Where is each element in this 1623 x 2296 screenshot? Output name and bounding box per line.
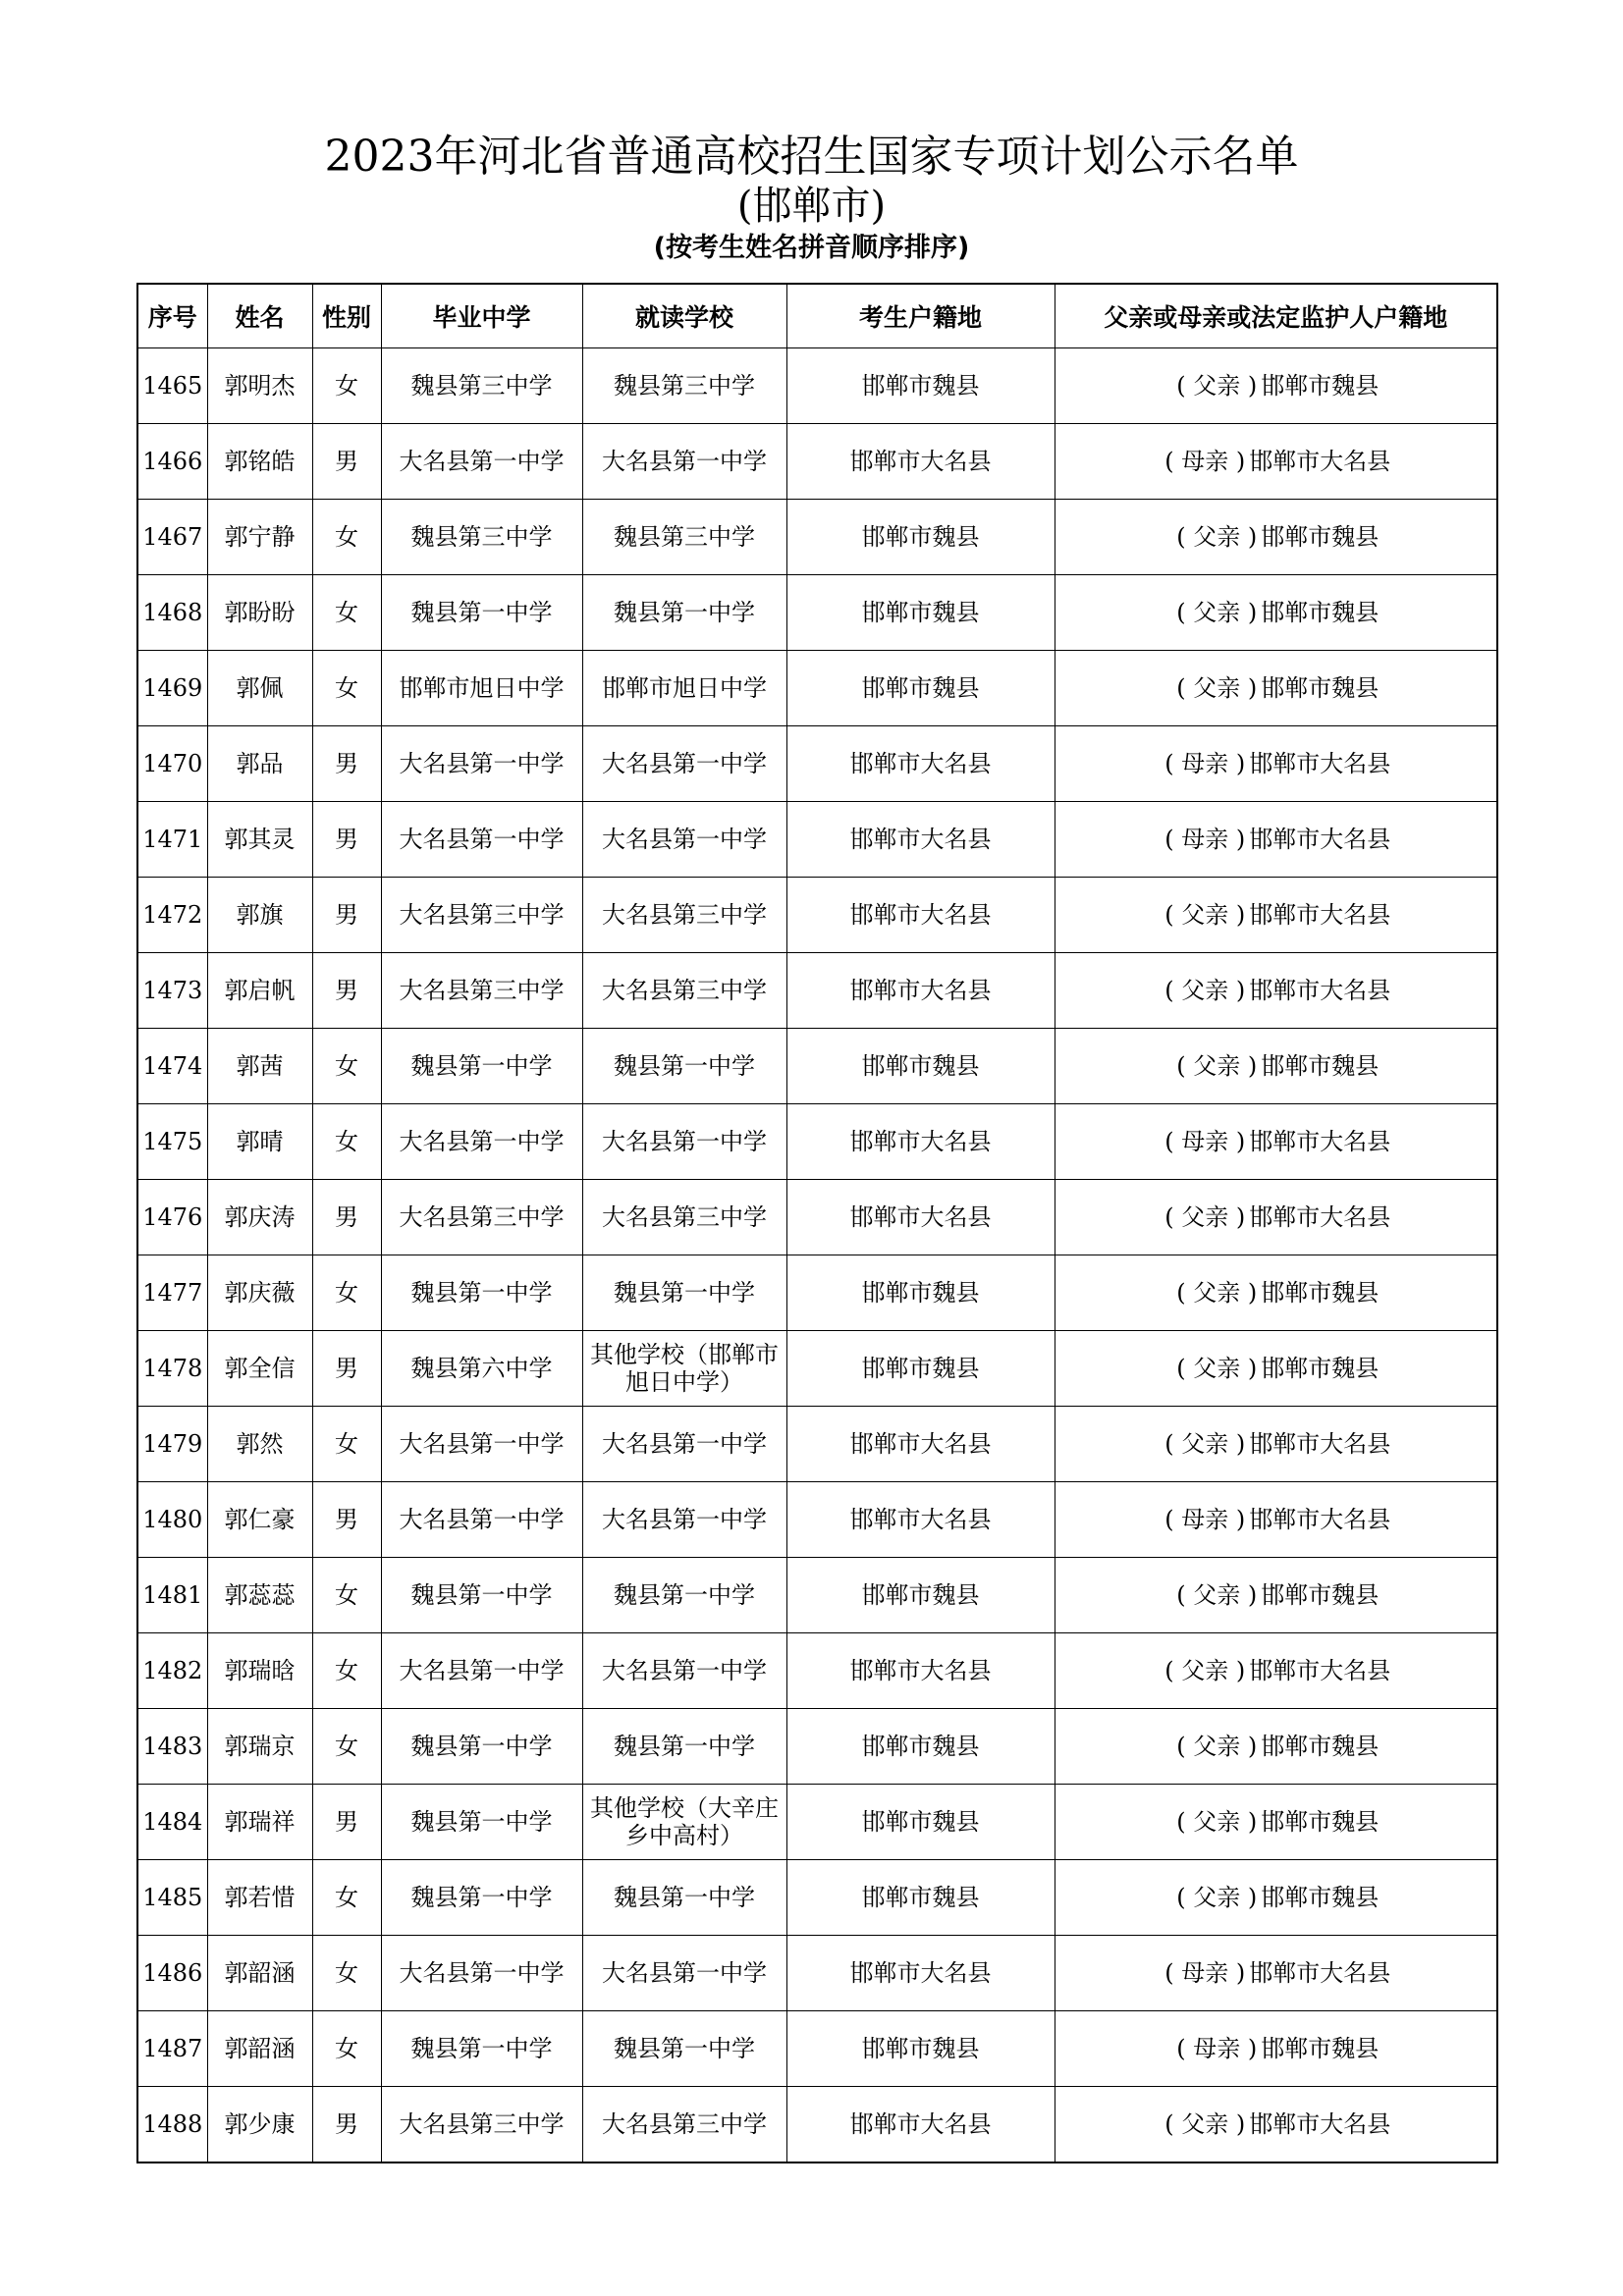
cell-grad-school: 魏县第一中学 xyxy=(381,1029,582,1104)
cell-current-school: 大名县第三中学 xyxy=(582,953,786,1029)
table-row xyxy=(137,651,1497,726)
cell-gender: 男 xyxy=(312,424,381,500)
cell-name: 郭全信 xyxy=(207,1331,312,1407)
cell-no: 1487 xyxy=(137,2011,207,2087)
cell-name: 郭韶涵 xyxy=(207,1936,312,2011)
cell-parent-hukou xyxy=(1055,651,1497,726)
cell-gender: 男 xyxy=(312,953,381,1029)
cell-grad-school: 大名县第一中学 xyxy=(381,802,582,878)
cell-grad-school: 大名县第一中学 xyxy=(381,424,582,500)
table-row xyxy=(137,424,1497,500)
parent-hukou-location: 邯郸市大名县 xyxy=(1249,750,1391,777)
cell-hukou: 邯郸市大名县 xyxy=(786,953,1055,1029)
parent-relation: ( 母亲 ) xyxy=(1164,750,1246,777)
cell-no: 1479 xyxy=(137,1407,207,1482)
cell-parent-hukou xyxy=(1055,953,1497,1029)
parent-relation: ( 父亲 ) xyxy=(1164,2110,1246,2138)
cell-current-school: 大名县第一中学 xyxy=(582,1936,786,2011)
cell-no: 1465 xyxy=(137,348,207,424)
parent-hukou-location: 邯郸市大名县 xyxy=(1249,448,1391,475)
cell-no: 1468 xyxy=(137,575,207,651)
cell-name: 郭瑞祥 xyxy=(207,1785,312,1860)
header-parent-hukou: 父亲或母亲或法定监护人户籍地 xyxy=(1055,284,1497,348)
cell-current-school: 魏县第一中学 xyxy=(582,1558,786,1633)
cell-parent-hukou xyxy=(1055,1709,1497,1785)
cell-parent-hukou xyxy=(1055,1558,1497,1633)
cell-gender: 女 xyxy=(312,348,381,424)
cell-name: 郭其灵 xyxy=(207,802,312,878)
table-row xyxy=(137,1936,1497,2011)
sort-note: (按考生姓名拼音顺序排序) xyxy=(653,233,970,263)
cell-gender: 女 xyxy=(312,1558,381,1633)
cell-gender: 女 xyxy=(312,1104,381,1180)
table-row xyxy=(137,2087,1497,2163)
cell-current-school: 魏县第一中学 xyxy=(582,1860,786,1936)
cell-hukou: 邯郸市魏县 xyxy=(786,1255,1055,1331)
cell-grad-school: 魏县第一中学 xyxy=(381,1785,582,1860)
cell-hukou: 邯郸市魏县 xyxy=(786,651,1055,726)
cell-name: 郭铭皓 xyxy=(207,424,312,500)
cell-current-school: 大名县第三中学 xyxy=(582,2087,786,2163)
cell-gender: 女 xyxy=(312,1407,381,1482)
cell-parent-hukou xyxy=(1055,424,1497,500)
parent-relation: ( 父亲 ) xyxy=(1176,674,1258,702)
cell-name: 郭仁豪 xyxy=(207,1482,312,1558)
cell-gender: 女 xyxy=(312,2011,381,2087)
cell-no: 1488 xyxy=(137,2087,207,2163)
table-row xyxy=(137,1633,1497,1709)
cell-name: 郭瑞晗 xyxy=(207,1633,312,1709)
parent-hukou-location: 邯郸市大名县 xyxy=(1249,901,1391,929)
parent-hukou-location: 邯郸市大名县 xyxy=(1249,1959,1391,1987)
parent-hukou-location: 邯郸市魏县 xyxy=(1261,1581,1380,1609)
cell-grad-school: 大名县第三中学 xyxy=(381,2087,582,2163)
parent-relation: ( 父亲 ) xyxy=(1176,1884,1258,1911)
table-row xyxy=(137,500,1497,575)
cell-no: 1469 xyxy=(137,651,207,726)
cell-name: 郭明杰 xyxy=(207,348,312,424)
cell-name: 郭若惜 xyxy=(207,1860,312,1936)
table-body xyxy=(137,348,1497,2163)
cell-no: 1475 xyxy=(137,1104,207,1180)
cell-hukou: 邯郸市魏县 xyxy=(786,1785,1055,1860)
cell-gender: 女 xyxy=(312,500,381,575)
header-current-school: 就读学校 xyxy=(582,284,786,348)
cell-parent-hukou xyxy=(1055,878,1497,953)
cell-hukou: 邯郸市大名县 xyxy=(786,1180,1055,1255)
cell-no: 1472 xyxy=(137,878,207,953)
parent-hukou-location: 邯郸市大名县 xyxy=(1249,1657,1391,1684)
parent-hukou-location: 邯郸市魏县 xyxy=(1261,674,1380,702)
parent-relation: ( 父亲 ) xyxy=(1164,901,1246,929)
cell-hukou: 邯郸市大名县 xyxy=(786,1482,1055,1558)
parent-hukou-location: 邯郸市大名县 xyxy=(1249,2110,1391,2138)
cell-grad-school: 大名县第三中学 xyxy=(381,953,582,1029)
cell-hukou: 邯郸市大名县 xyxy=(786,1407,1055,1482)
parent-relation: ( 父亲 ) xyxy=(1164,977,1246,1004)
parent-hukou-location: 邯郸市大名县 xyxy=(1249,1203,1391,1231)
cell-name: 郭少康 xyxy=(207,2087,312,2163)
header-name: 姓名 xyxy=(207,284,312,348)
parent-hukou-location: 邯郸市大名县 xyxy=(1249,1128,1391,1155)
document-city: (邯郸市) xyxy=(736,184,887,229)
cell-gender: 女 xyxy=(312,1029,381,1104)
cell-grad-school: 大名县第一中学 xyxy=(381,1936,582,2011)
cell-gender: 男 xyxy=(312,726,381,802)
cell-hukou: 邯郸市魏县 xyxy=(786,348,1055,424)
cell-current-school: 魏县第一中学 xyxy=(582,1709,786,1785)
table-row xyxy=(137,726,1497,802)
cell-hukou: 邯郸市大名县 xyxy=(786,424,1055,500)
parent-relation: ( 父亲 ) xyxy=(1176,523,1258,551)
parent-relation: ( 父亲 ) xyxy=(1164,1430,1246,1458)
cell-no: 1481 xyxy=(137,1558,207,1633)
cell-grad-school: 魏县第一中学 xyxy=(381,1558,582,1633)
parent-hukou-location: 邯郸市大名县 xyxy=(1249,977,1391,1004)
cell-parent-hukou xyxy=(1055,1331,1497,1407)
cell-current-school: 其他学校（大辛庄乡中高村） xyxy=(582,1785,786,1860)
cell-parent-hukou xyxy=(1055,802,1497,878)
cell-hukou: 邯郸市大名县 xyxy=(786,1633,1055,1709)
cell-gender: 男 xyxy=(312,1331,381,1407)
cell-gender: 男 xyxy=(312,802,381,878)
header-no: 序号 xyxy=(137,284,207,348)
parent-hukou-location: 邯郸市魏县 xyxy=(1261,1733,1380,1760)
table-row xyxy=(137,1407,1497,1482)
cell-current-school: 魏县第一中学 xyxy=(582,1255,786,1331)
cell-hukou: 邯郸市魏县 xyxy=(786,1558,1055,1633)
table-row xyxy=(137,953,1497,1029)
cell-name: 郭韶涵 xyxy=(207,2011,312,2087)
cell-gender: 女 xyxy=(312,1255,381,1331)
cell-hukou: 邯郸市魏县 xyxy=(786,1860,1055,1936)
cell-gender: 女 xyxy=(312,1709,381,1785)
cell-name: 郭佩 xyxy=(207,651,312,726)
table-row xyxy=(137,1180,1497,1255)
header-hukou: 考生户籍地 xyxy=(786,284,1055,348)
cell-gender: 女 xyxy=(312,1936,381,2011)
parent-relation: ( 母亲 ) xyxy=(1164,1959,1246,1987)
cell-parent-hukou xyxy=(1055,726,1497,802)
cell-name: 郭晴 xyxy=(207,1104,312,1180)
cell-no: 1473 xyxy=(137,953,207,1029)
parent-relation: ( 父亲 ) xyxy=(1176,1808,1258,1836)
cell-hukou: 邯郸市魏县 xyxy=(786,2011,1055,2087)
cell-grad-school: 魏县第一中学 xyxy=(381,1709,582,1785)
cell-current-school: 大名县第一中学 xyxy=(582,1482,786,1558)
table-row xyxy=(137,1785,1497,1860)
cell-current-school: 大名县第三中学 xyxy=(582,878,786,953)
table-header xyxy=(137,284,1497,348)
table-row xyxy=(137,575,1497,651)
cell-current-school: 魏县第三中学 xyxy=(582,348,786,424)
cell-grad-school: 大名县第三中学 xyxy=(381,878,582,953)
cell-current-school: 魏县第一中学 xyxy=(582,2011,786,2087)
table-row xyxy=(137,1482,1497,1558)
table-row xyxy=(137,1255,1497,1331)
cell-grad-school: 大名县第一中学 xyxy=(381,726,582,802)
cell-current-school: 大名县第一中学 xyxy=(582,1104,786,1180)
table-row xyxy=(137,1331,1497,1407)
cell-gender: 男 xyxy=(312,2087,381,2163)
cell-hukou: 邯郸市大名县 xyxy=(786,1936,1055,2011)
parent-hukou-location: 邯郸市魏县 xyxy=(1261,523,1380,551)
cell-no: 1480 xyxy=(137,1482,207,1558)
cell-parent-hukou xyxy=(1055,575,1497,651)
table-row xyxy=(137,1709,1497,1785)
parent-relation: ( 父亲 ) xyxy=(1176,599,1258,626)
cell-parent-hukou xyxy=(1055,1407,1497,1482)
cell-name: 郭旗 xyxy=(207,878,312,953)
parent-hukou-location: 邯郸市魏县 xyxy=(1261,1052,1380,1080)
cell-hukou: 邯郸市魏县 xyxy=(786,1709,1055,1785)
parent-relation: ( 母亲 ) xyxy=(1164,1506,1246,1533)
cell-name: 郭品 xyxy=(207,726,312,802)
cell-gender: 男 xyxy=(312,878,381,953)
cell-parent-hukou xyxy=(1055,1936,1497,2011)
cell-parent-hukou xyxy=(1055,1255,1497,1331)
roster-table xyxy=(136,283,1498,2163)
cell-no: 1474 xyxy=(137,1029,207,1104)
cell-no: 1470 xyxy=(137,726,207,802)
cell-current-school: 邯郸市旭日中学 xyxy=(582,651,786,726)
cell-gender: 男 xyxy=(312,1482,381,1558)
cell-current-school: 其他学校（邯郸市旭日中学） xyxy=(582,1331,786,1407)
cell-name: 郭盼盼 xyxy=(207,575,312,651)
cell-gender: 女 xyxy=(312,651,381,726)
table-row xyxy=(137,1029,1497,1104)
table-row xyxy=(137,1104,1497,1180)
parent-relation: ( 母亲 ) xyxy=(1164,1128,1246,1155)
parent-relation: ( 母亲 ) xyxy=(1164,448,1246,475)
parent-relation: ( 母亲 ) xyxy=(1164,826,1246,853)
table-row xyxy=(137,802,1497,878)
cell-name: 郭庆涛 xyxy=(207,1180,312,1255)
parent-hukou-location: 邯郸市大名县 xyxy=(1249,826,1391,853)
table-row xyxy=(137,2011,1497,2087)
parent-relation: ( 父亲 ) xyxy=(1176,1052,1258,1080)
cell-name: 郭启帆 xyxy=(207,953,312,1029)
parent-hukou-location: 邯郸市魏县 xyxy=(1261,2035,1380,2062)
cell-grad-school: 魏县第一中学 xyxy=(381,1860,582,1936)
cell-no: 1486 xyxy=(137,1936,207,2011)
parent-relation: ( 父亲 ) xyxy=(1176,372,1258,400)
cell-no: 1467 xyxy=(137,500,207,575)
header-gender: 性别 xyxy=(312,284,381,348)
cell-current-school: 大名县第三中学 xyxy=(582,1180,786,1255)
cell-name: 郭瑞京 xyxy=(207,1709,312,1785)
cell-name: 郭宁静 xyxy=(207,500,312,575)
cell-no: 1477 xyxy=(137,1255,207,1331)
cell-parent-hukou xyxy=(1055,1860,1497,1936)
parent-relation: ( 父亲 ) xyxy=(1164,1657,1246,1684)
cell-current-school: 大名县第一中学 xyxy=(582,726,786,802)
header-grad-school: 毕业中学 xyxy=(381,284,582,348)
parent-relation: ( 父亲 ) xyxy=(1164,1203,1246,1231)
cell-parent-hukou xyxy=(1055,348,1497,424)
cell-grad-school: 魏县第六中学 xyxy=(381,1331,582,1407)
cell-gender: 男 xyxy=(312,1180,381,1255)
cell-parent-hukou xyxy=(1055,500,1497,575)
parent-hukou-location: 邯郸市魏县 xyxy=(1261,1808,1380,1836)
cell-no: 1484 xyxy=(137,1785,207,1860)
cell-grad-school: 邯郸市旭日中学 xyxy=(381,651,582,726)
cell-gender: 女 xyxy=(312,1633,381,1709)
cell-current-school: 大名县第一中学 xyxy=(582,802,786,878)
cell-name: 郭庆薇 xyxy=(207,1255,312,1331)
parent-relation: ( 父亲 ) xyxy=(1176,1279,1258,1307)
cell-no: 1482 xyxy=(137,1633,207,1709)
cell-hukou: 邯郸市大名县 xyxy=(786,1104,1055,1180)
parent-relation: ( 父亲 ) xyxy=(1176,1581,1258,1609)
cell-hukou: 邯郸市魏县 xyxy=(786,575,1055,651)
cell-grad-school: 魏县第三中学 xyxy=(381,500,582,575)
cell-no: 1485 xyxy=(137,1860,207,1936)
cell-name: 郭茜 xyxy=(207,1029,312,1104)
cell-grad-school: 魏县第一中学 xyxy=(381,575,582,651)
parent-relation: ( 父亲 ) xyxy=(1176,1733,1258,1760)
cell-no: 1476 xyxy=(137,1180,207,1255)
cell-parent-hukou xyxy=(1055,2011,1497,2087)
cell-no: 1478 xyxy=(137,1331,207,1407)
cell-hukou: 邯郸市魏县 xyxy=(786,1029,1055,1104)
cell-parent-hukou xyxy=(1055,1180,1497,1255)
parent-hukou-location: 邯郸市大名县 xyxy=(1249,1430,1391,1458)
table-row xyxy=(137,878,1497,953)
cell-grad-school: 魏县第一中学 xyxy=(381,2011,582,2087)
table-row xyxy=(137,1860,1497,1936)
cell-grad-school: 大名县第一中学 xyxy=(381,1407,582,1482)
cell-gender: 女 xyxy=(312,575,381,651)
parent-hukou-location: 邯郸市魏县 xyxy=(1261,372,1380,400)
cell-current-school: 大名县第一中学 xyxy=(582,424,786,500)
cell-gender: 男 xyxy=(312,1785,381,1860)
cell-hukou: 邯郸市魏县 xyxy=(786,500,1055,575)
parent-hukou-location: 邯郸市魏县 xyxy=(1261,1355,1380,1382)
cell-parent-hukou xyxy=(1055,1029,1497,1104)
cell-name: 郭然 xyxy=(207,1407,312,1482)
cell-no: 1483 xyxy=(137,1709,207,1785)
parent-relation: ( 母亲 ) xyxy=(1176,2035,1258,2062)
cell-gender: 女 xyxy=(312,1860,381,1936)
parent-hukou-location: 邯郸市大名县 xyxy=(1249,1506,1391,1533)
parent-relation: ( 父亲 ) xyxy=(1176,1355,1258,1382)
cell-hukou: 邯郸市大名县 xyxy=(786,2087,1055,2163)
parent-hukou-location: 邯郸市魏县 xyxy=(1261,1884,1380,1911)
parent-hukou-location: 邯郸市魏县 xyxy=(1261,1279,1380,1307)
cell-no: 1466 xyxy=(137,424,207,500)
cell-no: 1471 xyxy=(137,802,207,878)
cell-parent-hukou xyxy=(1055,1104,1497,1180)
table-row xyxy=(137,348,1497,424)
parent-hukou-location: 邯郸市魏县 xyxy=(1261,599,1380,626)
cell-current-school: 魏县第一中学 xyxy=(582,1029,786,1104)
cell-grad-school: 大名县第一中学 xyxy=(381,1104,582,1180)
cell-hukou: 邯郸市大名县 xyxy=(786,802,1055,878)
cell-hukou: 邯郸市大名县 xyxy=(786,878,1055,953)
cell-hukou: 邯郸市魏县 xyxy=(786,1331,1055,1407)
cell-parent-hukou xyxy=(1055,2087,1497,2163)
cell-grad-school: 大名县第一中学 xyxy=(381,1633,582,1709)
cell-parent-hukou xyxy=(1055,1633,1497,1709)
cell-grad-school: 魏县第一中学 xyxy=(381,1255,582,1331)
cell-parent-hukou xyxy=(1055,1482,1497,1558)
table-row xyxy=(137,1558,1497,1633)
cell-current-school: 大名县第一中学 xyxy=(582,1633,786,1709)
header-row xyxy=(137,284,1497,348)
cell-name: 郭蕊蕊 xyxy=(207,1558,312,1633)
cell-parent-hukou xyxy=(1055,1785,1497,1860)
cell-current-school: 魏县第一中学 xyxy=(582,575,786,651)
cell-hukou: 邯郸市大名县 xyxy=(786,726,1055,802)
cell-current-school: 大名县第一中学 xyxy=(582,1407,786,1482)
cell-grad-school: 大名县第一中学 xyxy=(381,1482,582,1558)
cell-grad-school: 大名县第三中学 xyxy=(381,1180,582,1255)
cell-current-school: 魏县第三中学 xyxy=(582,500,786,575)
document-title: 2023年河北省普通高校招生国家专项计划公示名单 xyxy=(324,132,1299,182)
cell-grad-school: 魏县第三中学 xyxy=(381,348,582,424)
